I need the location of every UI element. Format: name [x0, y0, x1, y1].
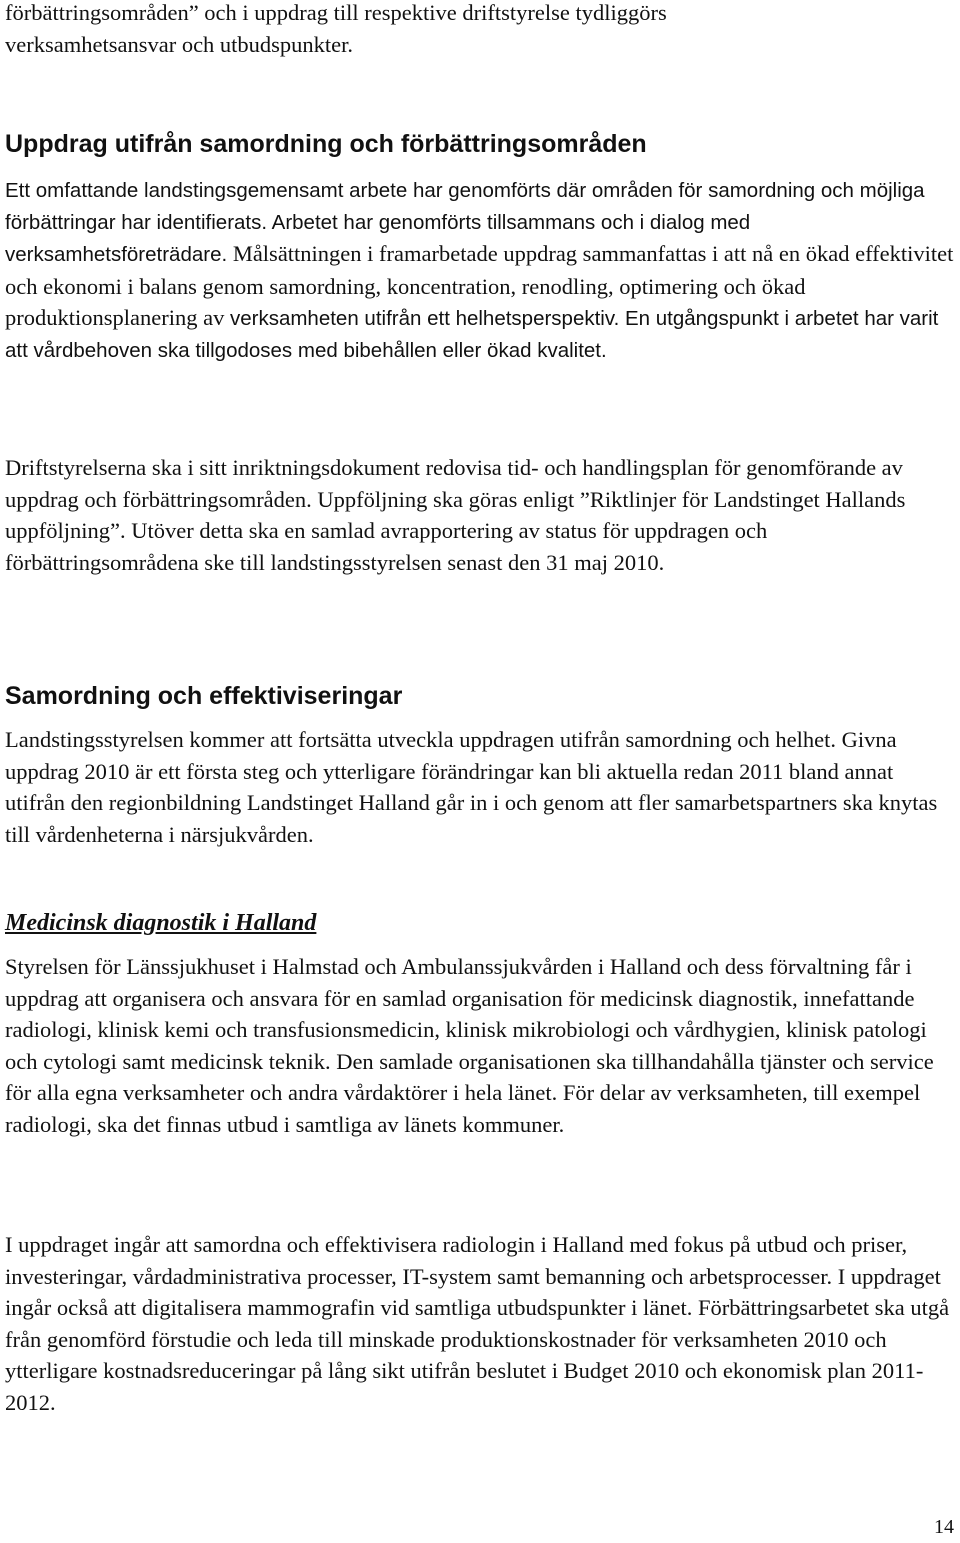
section2-para1-text: Landstingsstyrelsen kommer att fortsätta utveckla uppdragen utifrån samordning och helhet. Givna uppdrag 2010 är ett första steg och ytterligare förändringar kan bli aktuella redan 2011 bland annat utifrån den regionbildning Landstinget Halland går in i och genom att fler samarbetspartners ska knytas till vårdenheterna i närsjukvården. — [5, 727, 938, 847]
section1-para1-sans-part-2: verksamheten utifrån ett helhetsperspektiv. En utgångspunkt i arbetet har varit att vårdbehoven ska tillgodoses med bibehållen eller ökad kvalitet. — [5, 307, 939, 362]
section3-para2-text: I uppdraget ingår att samordna och effektivisera radiologin i Halland med fokus på utbud och priser, investeringar, vårdadministrativa processer, IT-system samt bemanning och arbetsprocesser. I uppdraget ingår också att digitalisera mammografin vid samtliga utbudspunkter i länet. Förbättringsarbetet ska utgå från genomförd förstudie och leda till minskade produktionskostnader för verksamheten 2010 och ytterligare kostnadsreduceringar på lång sikt utifrån beslutet i Budget 2010 och ekonomisk plan 2011-2012. — [5, 1232, 950, 1415]
section1-para1-serif-part: Målsättningen i framarbetade uppdrag sammanfattas i att nå en ökad effektivitet och ekonomi i balans genom samordning, koncentration, renodling, optimering och ökad produktionsplanering av — [5, 241, 954, 330]
intro-line-2: verksamhetsansvar och utbudspunkter. — [5, 31, 354, 57]
section3-para1-text: Styrelsen för Länssjukhuset i Halmstad och Ambulanssjukvården i Halland och dess förvaltning får i uppdrag att organisera och ansvara för en samlad organisation för medicinsk diagnostik, innefattande radiologi, klinisk kemi och transfusionsmedicin, klinisk mikrobiologi och vårdhygien, klinisk patologi och cytologi samt medicinsk teknik. Den samlade organisationen ska tillhandahålla tjänster och service för alla egna verksamheter och andra vårdaktörer i hela länet. För delar av verksamheten, till exempel radiologi, ska det finnas utbud i samtliga av länets kommuner. — [5, 954, 934, 1137]
page-number: 14 — [934, 1516, 954, 1538]
section3-paragraph-1 — [5, 951, 955, 1140]
intro-line-1: förbättringsområden” och i uppdrag till respektive driftstyrelse tydliggörs — [5, 0, 667, 25]
section1-paragraph-1 — [5, 175, 955, 366]
section-heading-medicinsk-diagnostik: Medicinsk diagnostik i Halland — [5, 910, 317, 936]
section2-paragraph-1 — [5, 724, 955, 850]
section-heading-samordning: Samordning och effektiviseringar — [5, 682, 403, 710]
section1-para1-sans-part: Ett omfattande landstingsgemensamt arbete har genomförts där områden för samordning och möjliga förbättringar har identifierats. Arbetet har genomförts tillsammans och i dialog med verksamhetsföreträdare. — [5, 179, 925, 266]
section-heading-uppdrag: Uppdrag utifrån samordning och förbättringsområden — [5, 130, 647, 158]
intro-paragraph — [5, 0, 955, 60]
section1-paragraph-2 — [5, 452, 955, 578]
section1-para2-text: Driftstyrelserna ska i sitt inriktningsdokument redovisa tid- och handlingsplan för genomförande av uppdrag och förbättringsområden. Uppföljning ska göras enligt ”Riktlinjer för Landstinget Hallands uppföljning”. Utöver detta ska en samlad avrapportering av status för uppdragen och förbättringsområdena ske till landstingsstyrelsen senast den 31 maj 2010. — [5, 455, 906, 575]
section3-paragraph-2 — [5, 1229, 955, 1418]
